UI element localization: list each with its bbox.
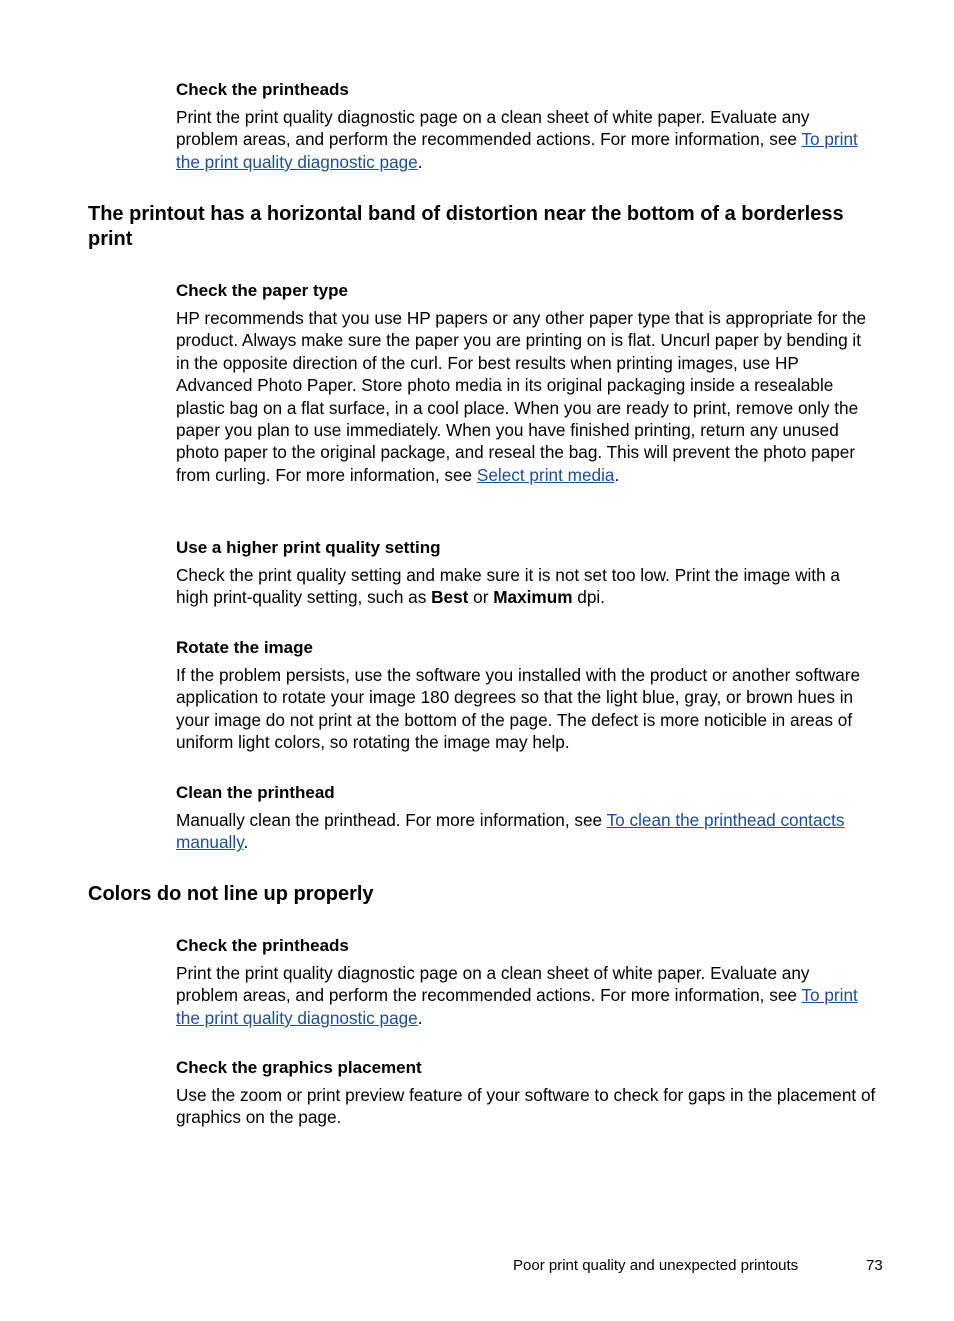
subheading: Check the graphics placement [176, 1058, 422, 1077]
printheads-check-block-2 [176, 936, 876, 1029]
diagnostic-page-link[interactable]: To print the print quality diagnostic page [176, 985, 858, 1028]
page-number: 73 [866, 1257, 883, 1274]
paragraph [176, 564, 876, 609]
paragraph-text: . [614, 464, 620, 485]
paragraph-text: . [243, 832, 249, 853]
paragraph-text: Print the print quality diagnostic page on a clean sheet of white paper. Evaluate any problem areas, and perform the recommended actions. For more information, see [176, 963, 810, 1006]
paragraph-text: HP recommends that you use HP papers or any other paper type that is appropriate for the product. Always make sure the paper you are printing on is flat. Uncurl paper by bending it in the opposite direction of the curl. For best results when printing images, use HP Advanced Photo Paper. Store photo media in its original packaging inside a resealable plastic bag on a flat surface, in a cool place. When you are ready to print, remove only the paper you plan to use immediately. When you have finished printing, return any unused photo paper to the original package, and reseal the bag. This will prevent the photo paper from curling. For more information, see [176, 308, 867, 485]
paragraph [176, 962, 876, 1029]
bold-term: Best [431, 587, 469, 608]
footer-chapter-title: Poor print quality and unexpected printouts [513, 1257, 799, 1274]
subheading: Clean the printhead [176, 783, 335, 802]
quality-setting-block [176, 538, 876, 609]
paragraph-text: Print the print quality diagnostic page on a clean sheet of white paper. Evaluate any problem areas, and perform the recommended actions. For more information, see [176, 107, 810, 150]
paragraph-text: or [468, 587, 494, 608]
clean-printhead-link[interactable]: To clean the printhead contacts manually [176, 810, 845, 853]
paragraph-text: Manually clean the printhead. For more information, see [176, 810, 607, 830]
paragraph: Use the zoom or print preview feature of your software to check for gaps in the placement of graphics on the page. [176, 1085, 876, 1128]
subheading: Check the printheads [176, 80, 349, 99]
subheading: Check the printheads [176, 936, 349, 955]
printheads-check-block [176, 80, 876, 173]
paragraph [176, 106, 876, 173]
paragraph [176, 307, 876, 486]
paper-type-block [176, 281, 876, 486]
select-print-media-link[interactable]: Select print media [476, 464, 615, 485]
paragraph-text: Check the print quality setting and make sure it is not set too low. Print the image with a high print-quality setting, such as [176, 565, 840, 608]
rotate-image-block [176, 638, 876, 754]
paragraph-text: dpi. [572, 587, 605, 608]
paragraph-text: . [417, 151, 423, 172]
paragraph-text: . [417, 1007, 423, 1028]
paragraph [176, 809, 876, 854]
clean-printhead-block [176, 783, 876, 854]
section-title-horizontal-band: The printout has a horizontal band of distortion near the bottom of a borderless print [88, 203, 844, 250]
subheading: Check the paper type [176, 281, 348, 300]
section-title-colors: Colors do not line up properly [88, 883, 374, 905]
paragraph: If the problem persists, use the software you installed with the product or another software application to rotate your image 180 degrees so that the light blue, gray, or brown hues in your image do not print at the bottom of the page. The defect is more noticible in areas of uniform light colors, so rotating the image may help. [176, 665, 861, 753]
subheading: Rotate the image [176, 638, 313, 657]
bold-term: Maximum [493, 587, 573, 608]
graphics-placement-block [176, 1058, 876, 1129]
subheading: Use a higher print quality setting [176, 538, 441, 557]
diagnostic-page-link[interactable]: To print the print quality diagnostic page [176, 129, 858, 172]
